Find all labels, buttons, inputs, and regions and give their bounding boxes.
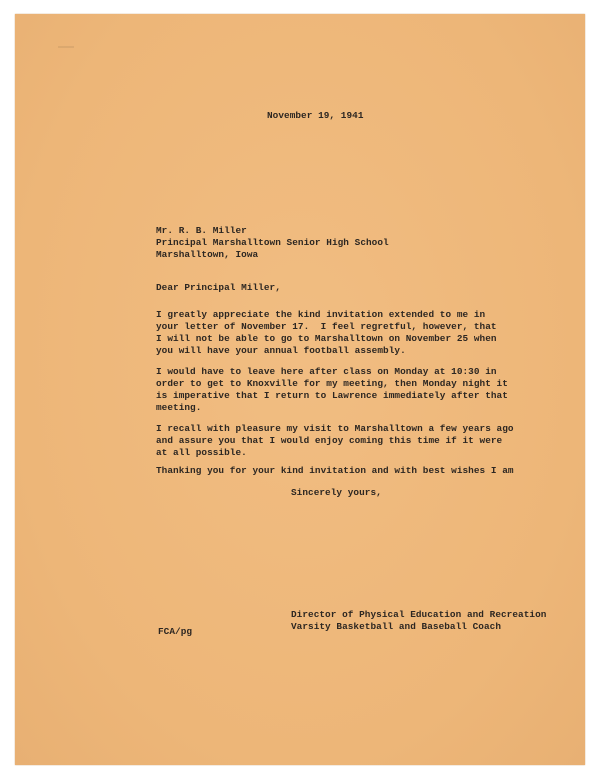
body-line: your letter of November 17. I feel regretful, however, that — [156, 321, 497, 332]
page-smudge — [58, 46, 74, 48]
address-line: Marshalltown, Iowa — [156, 249, 259, 260]
body-line: you will have your annual football assembly. — [156, 345, 406, 356]
closing: Sincerely yours, — [291, 487, 382, 498]
address-line: Mr. R. B. Miller — [156, 225, 247, 236]
body-line: I recall with pleasure my visit to Marshalltown a few years ago — [156, 423, 514, 434]
body-line: I greatly appreciate the kind invitation extended to me in — [156, 309, 486, 320]
signature-title: Varsity Basketball and Baseball Coach — [291, 621, 502, 632]
body-line: order to get to Knoxville for my meeting, then Monday night it — [156, 378, 508, 389]
address-line: Principal Marshalltown Senior High School — [156, 237, 389, 248]
body-line: at all possible. — [156, 447, 247, 458]
letter-date: November 19, 1941 — [267, 110, 364, 121]
signature-title: Director of Physical Education and Recreation — [291, 609, 547, 620]
body-line: is imperative that I return to Lawrence immediately after that — [156, 390, 508, 401]
reference-initials: FCA/pg — [158, 626, 193, 637]
body-line: meeting. — [156, 402, 202, 413]
body-line: and assure you that I would enjoy coming this time if it were — [156, 435, 503, 446]
body-line: I will not be able to go to Marshalltown on November 25 when — [156, 333, 497, 344]
body-line: I would have to leave here after class on Monday at 10:30 in — [156, 366, 497, 377]
salutation: Dear Principal Miller, — [156, 282, 281, 293]
body-line: Thanking you for your kind invitation and with best wishes I am — [156, 465, 514, 476]
